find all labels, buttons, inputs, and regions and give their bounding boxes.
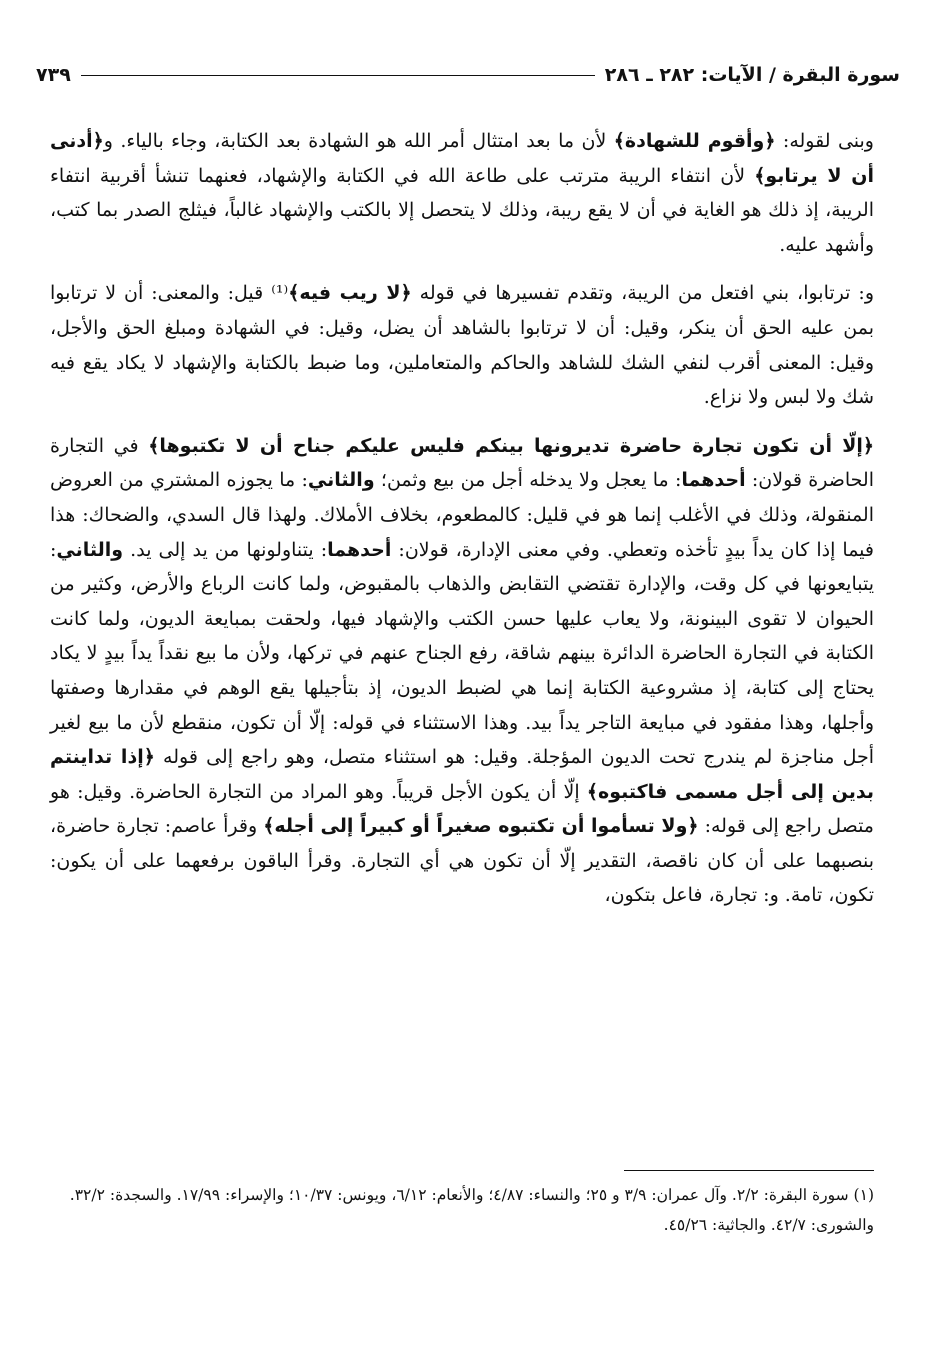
footnote-rule <box>624 1170 874 1171</box>
text-run: : يتناولونها من يد إلى يد. <box>123 538 328 561</box>
chapter-title: سورة البقرة / الآيات: ٢٨٢ ـ ٢٨٦ <box>604 64 900 86</box>
paragraph <box>50 124 874 262</box>
body-text <box>50 124 874 927</box>
text-run: : ما يجوزه المشتري من العروض المنقولة، وذلك في الأغلب إنما هو في قليل: كالمطعوم، بخلاف الأملاك. ولهذا قال السدي، والضحاك: هذا فيما إذا كان يداً بيدٍ تأخذه وتعطي. وفي معنى الإدارة، قولان: <box>50 469 874 561</box>
bold-quote: ﴿إلّا أن تكون تجارة حاضرة تديرونها بينكم فليس عليكم جناح أن لا تكتبوها﴾ <box>148 434 874 457</box>
bold-quote: ﴿لا ريب فيه﴾ <box>288 282 412 305</box>
footnote: (١) سورة البقرة: ٢/٢. وآل عمران: ٣/٩ و ٢٥؛ والنساء: ٤/٨٧؛ والأنعام: ٦/١٢، ويونس: ١٠/٣٧؛ والإسراء: ١٧/٩٩. والسجدة: ٣٢/٢. والشورى: ٤٢/٧. والجاثية: ٤٥/٢٦. <box>69 1186 874 1234</box>
header-rule <box>81 75 595 76</box>
text-run: و: ترتابوا، بني افتعل من الريبة، وتقدم تفسيرها في قوله <box>411 282 874 305</box>
bold-quote: أحدهما <box>681 469 746 492</box>
running-header <box>36 58 900 92</box>
text-run: ⁽¹⁾ <box>271 282 289 305</box>
paragraph <box>50 276 874 414</box>
paragraph <box>50 429 874 913</box>
text-run: : يتبايعونها في كل وقت، والإدارة تقتضي التقابض والذهاب بالمقبوض، ولما كانت الرباع والأرض، وكثير من الحيوان لا تقوى البينونة، ولا يعاب عليها حسن الكتب والإشهاد فيها، ولحقت بمبايعة الديون، ولما كانت الكتابة في التجارة الحاضرة الدائرة بينهم شاقة، رفع الجناح عنهم في تركها، ولأن ما بيع نقداً يداً بيدٍ لا يكاد يحتاج إلى كتابة، إذ مشروعية الكتابة إنما هي لضبط الديون، إذ بتأجيلها يقع الوهم في مقدارها وصفتها وأجلها، وهذا مفقود في مبايعة التاجر يداً بيد. وهذا الاستثناء في قوله: إلّا أن تكون، منقطع لأن ما بيع لغير أجل مناجزة لم يندرج تحت الديون المؤجلة. وقيل: هو استثناء متصل، وهو راجع إلى قوله <box>50 538 874 769</box>
bold-quote: أحدهما <box>327 538 392 561</box>
text-run: قيل: والمعنى: أن لا ترتابوا بمن عليه الحق أن ينكر، وقيل: أن لا ترتابوا بالشاهد أن يضل، وقيل: في الشهادة ومبلغ الحق والأجل، وقيل: المعنى أقرب لنفي الشك للشاهد والحاكم والمتعاملين، وما ضبط بالكتابة والإشهاد لا يكاد يقع فيه شك ولا لبس ولا نزاع. <box>50 282 874 409</box>
bold-quote: ﴿وأقوم للشهادة﴾ <box>613 130 776 152</box>
text-run: وبنى لقوله: <box>775 130 874 152</box>
text-run: في التجارة الحاضرة قولان: <box>50 434 874 492</box>
text-run: وقرأ عاصم: تجارة حاضرة، بنصبهما على أن كان ناقصة، التقدير إلّا أن تكون هي أي التجارة. وقرأ الباقون برفعهما على أن يكون: تكون، تامة. و: تجارة، فاعل بتكون، <box>50 815 874 907</box>
text-run: لأن انتفاء الريبة مترتب على طاعة الله في الكتابة والإشهاد، فعنهما تنشأ أقربية انتفاء الريبة، إذ ذلك هو الغاية في أن لا يقع ريبة، وذلك لا يتحصل إلا بالكتب والإشهاد غالباً، فيثلج الصدر بما كتب، وأشهد عليه. <box>50 164 874 256</box>
bold-quote: ﴿ولا تسأموا أن تكتبوه صغيراً أو كبيراً إلى أجله﴾ <box>263 815 699 838</box>
bold-quote: ﴿إذا تداينتم بدين إلى أجل مسمى فاكتبوه﴾ <box>50 746 875 803</box>
bold-quote: والثاني <box>56 538 124 561</box>
text-run: إلّا أن يكون الأجل قريباً. وهو المراد من التجارة الحاضرة. وقيل: هو متصل راجع إلى قوله: <box>50 780 874 838</box>
bold-quote: ﴿أدنى أن لا يرتابو﴾ <box>50 130 874 187</box>
bold-quote: والثاني <box>307 469 375 492</box>
text-run: : ما يعجل ولا يدخله أجل من بيع وثمن؛ <box>374 469 682 492</box>
text-run: لأن ما بعد امتثال أمر الله هو الشهادة بعد الكتابة، وجاء بالياء. و <box>103 130 614 152</box>
page-number: ٧٣٩ <box>36 64 71 86</box>
